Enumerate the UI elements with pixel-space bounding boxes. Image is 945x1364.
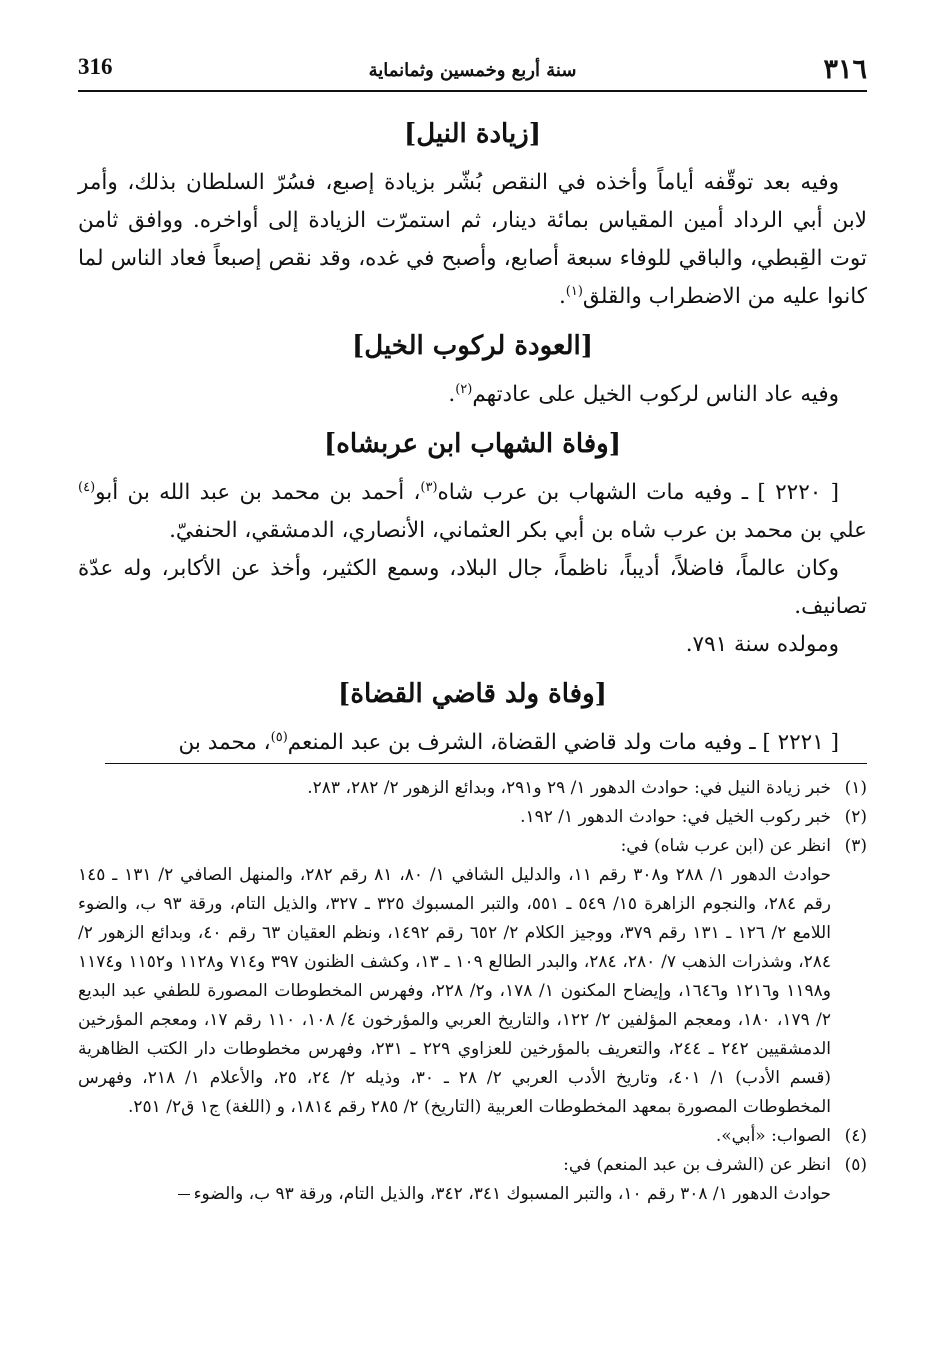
footnote-3-sources: حوادث الدهور ١/ ٢٨٨ و٣٠٨ رقم ١١، والدليل الشافي ١/ ٨٠، ٨١ رقم ٢٨٢، والمنهل الصافي ٢/ ١٣١ ـ ١٤٥ رقم ٢٨٤، والنجوم الزاهرة ١٥/ ٥٤٩ ـ ٥٥١، والتبر المسبوك ٣٢٥ ـ ٣٢٧، والذيل التام، ورقة ٩٣ ب، والضوء اللامع ٢/ ١٢٦ ـ ١٣١ رقم ٣٧٩، ووجيز الكلام ٢/ ٦٥٢ رقم ١٤٩٢، ونظم العقيان ٦٣ رقم ٤٠، وبدائع الزهور ٢/ ٢٨٤، وشذرات الذهب ٧/ ٢٨٠، ٢٨٤، والبدر الطالع ١٠٩ ـ ١٣، وكشف الظنون ٣٩٧ و٧١٤ و١١٢٨ و١١٥٢ و١١٧٤ و١١٩٨ و١٢١٦ و١٦٤٦، وإيضاح المكنون ١/ ١٧٨، و٢/ ٢٢٨، وفهرس المخطوطات المصورة للطفي عبد البديع ٢/ ١٧٩، ١٨٠، ومعجم المؤلفين ٢/ ١٢٢، والتاريخ العربي والمؤرخون ٤/ ١٠٨، ١١٠ رقم ١٧، ومعجم المؤرخين الدمشقيين ٢٤٢ ـ ٢٤٤، والتعريف بالمؤرخين للعزاوي ٢٢٩ ـ ٢٣١، وفهرس مخطوطات دار الكتب الظاهرية (قسم الأدب) ١/ ٤٠١، وتاريخ الأدب العربي ٢/ ٢٨ ـ ٣٠، وذيله ٢/ ٢٤، ٢٥، والأعلام ١/ ٢١٨، وفهرس المخطوطات المصورة بمعهد المخطوطات العربية (التاريخ) ٢/ ٢٨٥ رقم ١٨١٤، و (اللغة) ج١ ق٢/ ٢٥١.: [78, 865, 832, 1117]
footnote-text: الصواب: «أبي».: [715, 1126, 831, 1146]
footnote-1: [78, 774, 867, 803]
footnote-text: خبر زيادة النيل في: حوادث الدهور ١/ ٢٩ و٢٩١، وبدائع الزهور ٢/ ٢٨٢، ٢٨٣.: [307, 778, 831, 798]
footnote-5: [78, 1151, 867, 1180]
paragraph-end: .: [448, 382, 456, 407]
footnote-number: (٥): [844, 1155, 867, 1175]
paragraph-text: وفيه عاد الناس لركوب الخيل على عادتهم: [472, 382, 839, 407]
page-number-arabic: ٣١٦: [823, 54, 867, 85]
footnote-ref: (٢): [455, 381, 473, 397]
footnote-ref: (٥): [270, 729, 288, 745]
page-header: [78, 50, 867, 92]
paragraph-birth: ومولده سنة ٧٩١.: [685, 632, 839, 657]
paragraph-end: .: [558, 284, 566, 309]
footnote-ref: (١): [565, 283, 583, 299]
footnote-5-sources-text: حوادث الدهور ١/ ٣٠٨ رقم ١٠، والتبر المسبوك ٣٤١، ٣٤٢، والذيل التام، ورقة ٩٣ ب، والضوء: [193, 1184, 831, 1204]
main-text: [78, 112, 867, 762]
footnote-ref: (٤): [78, 479, 96, 495]
entry-text: [ ٢٢٢١ ] ـ وفيه مات ولد قاضي القضاة، الشرف بن عبد المنعم: [287, 730, 839, 755]
footnote-text: انظر عن (الشرف بن عبد المنعم) في:: [563, 1155, 831, 1175]
footnote-2: [78, 803, 867, 832]
footnote-text: خبر ركوب الخيل في: حوادث الدهور ١/ ١٩٢.: [520, 807, 831, 827]
footnote-text: انظر عن (ابن عرب شاه) في:: [620, 836, 831, 856]
footnote-number: (٤): [844, 1126, 867, 1146]
footnote-number: (١): [844, 778, 867, 798]
section-title-ibn-arabshah: [وفاة الشهاب ابن عربشاه]: [323, 429, 622, 459]
footnote-number: (٣): [844, 836, 867, 856]
entry-text: ، أحمد بن محمد بن عبد الله بن أبو: [95, 480, 421, 505]
running-title: سنة أربع وخمسين وثمانماية: [368, 60, 577, 81]
paragraph-nile: [78, 164, 867, 316]
paragraph-horses: [78, 376, 867, 414]
footnote-ref: (٣): [420, 479, 438, 495]
footnotes: [78, 774, 867, 1209]
footnote-4: [78, 1122, 867, 1151]
footnote-3: [78, 832, 867, 861]
entry-text: [ ٢٢٢٠ ] ـ وفيه مات الشهاب بن عرب شاه: [437, 480, 839, 505]
section-title-nile: [زيادة النيل]: [403, 119, 542, 149]
paragraph-text: وفيه بعد توقّفه أياماً وأخذه في النقص بُشّر بزيادة إصبع، فسُرّ السلطان بذلك، وأمر لابن أبي الرداد أمين المقياس بمائة دينار، ثم استمرّت الزيادة إلى أواخره. ووافق ثامن توت القِبطي، والباقي للوفاء سبعة أصابع، وأصبح في غده، وقد نقص إصبعاً فعاد الناس لما كانوا عليه من الاضطراب والقلق: [78, 170, 867, 309]
section-title-horses: [العودة لركوب الخيل]: [351, 331, 594, 361]
paragraph-biography: وكان عالماً، فاضلاً، أديباً، ناظماً، جال البلاد، وسمع الكثير، وأخذ عن الأكابر، وله عدّة تصانيف.: [78, 556, 867, 619]
section-title-judge-son: [وفاة ولد قاضي القضاة]: [338, 679, 607, 709]
footnote-separator: [105, 763, 867, 764]
entry-text: ، محمد بن: [178, 730, 271, 755]
footnote-5-sources: [78, 1180, 831, 1209]
page-number-latin: 316: [78, 54, 113, 79]
continuation-dash: [178, 1194, 190, 1195]
entry-2220: [78, 474, 867, 550]
entry-2221: [78, 724, 867, 762]
entry-text: علي بن محمد بن عرب شاه بن أبي بكر العثماني، الأنصاري، الدمشقي، الحنفيّ.: [169, 518, 867, 543]
footnote-number: (٢): [844, 807, 867, 827]
